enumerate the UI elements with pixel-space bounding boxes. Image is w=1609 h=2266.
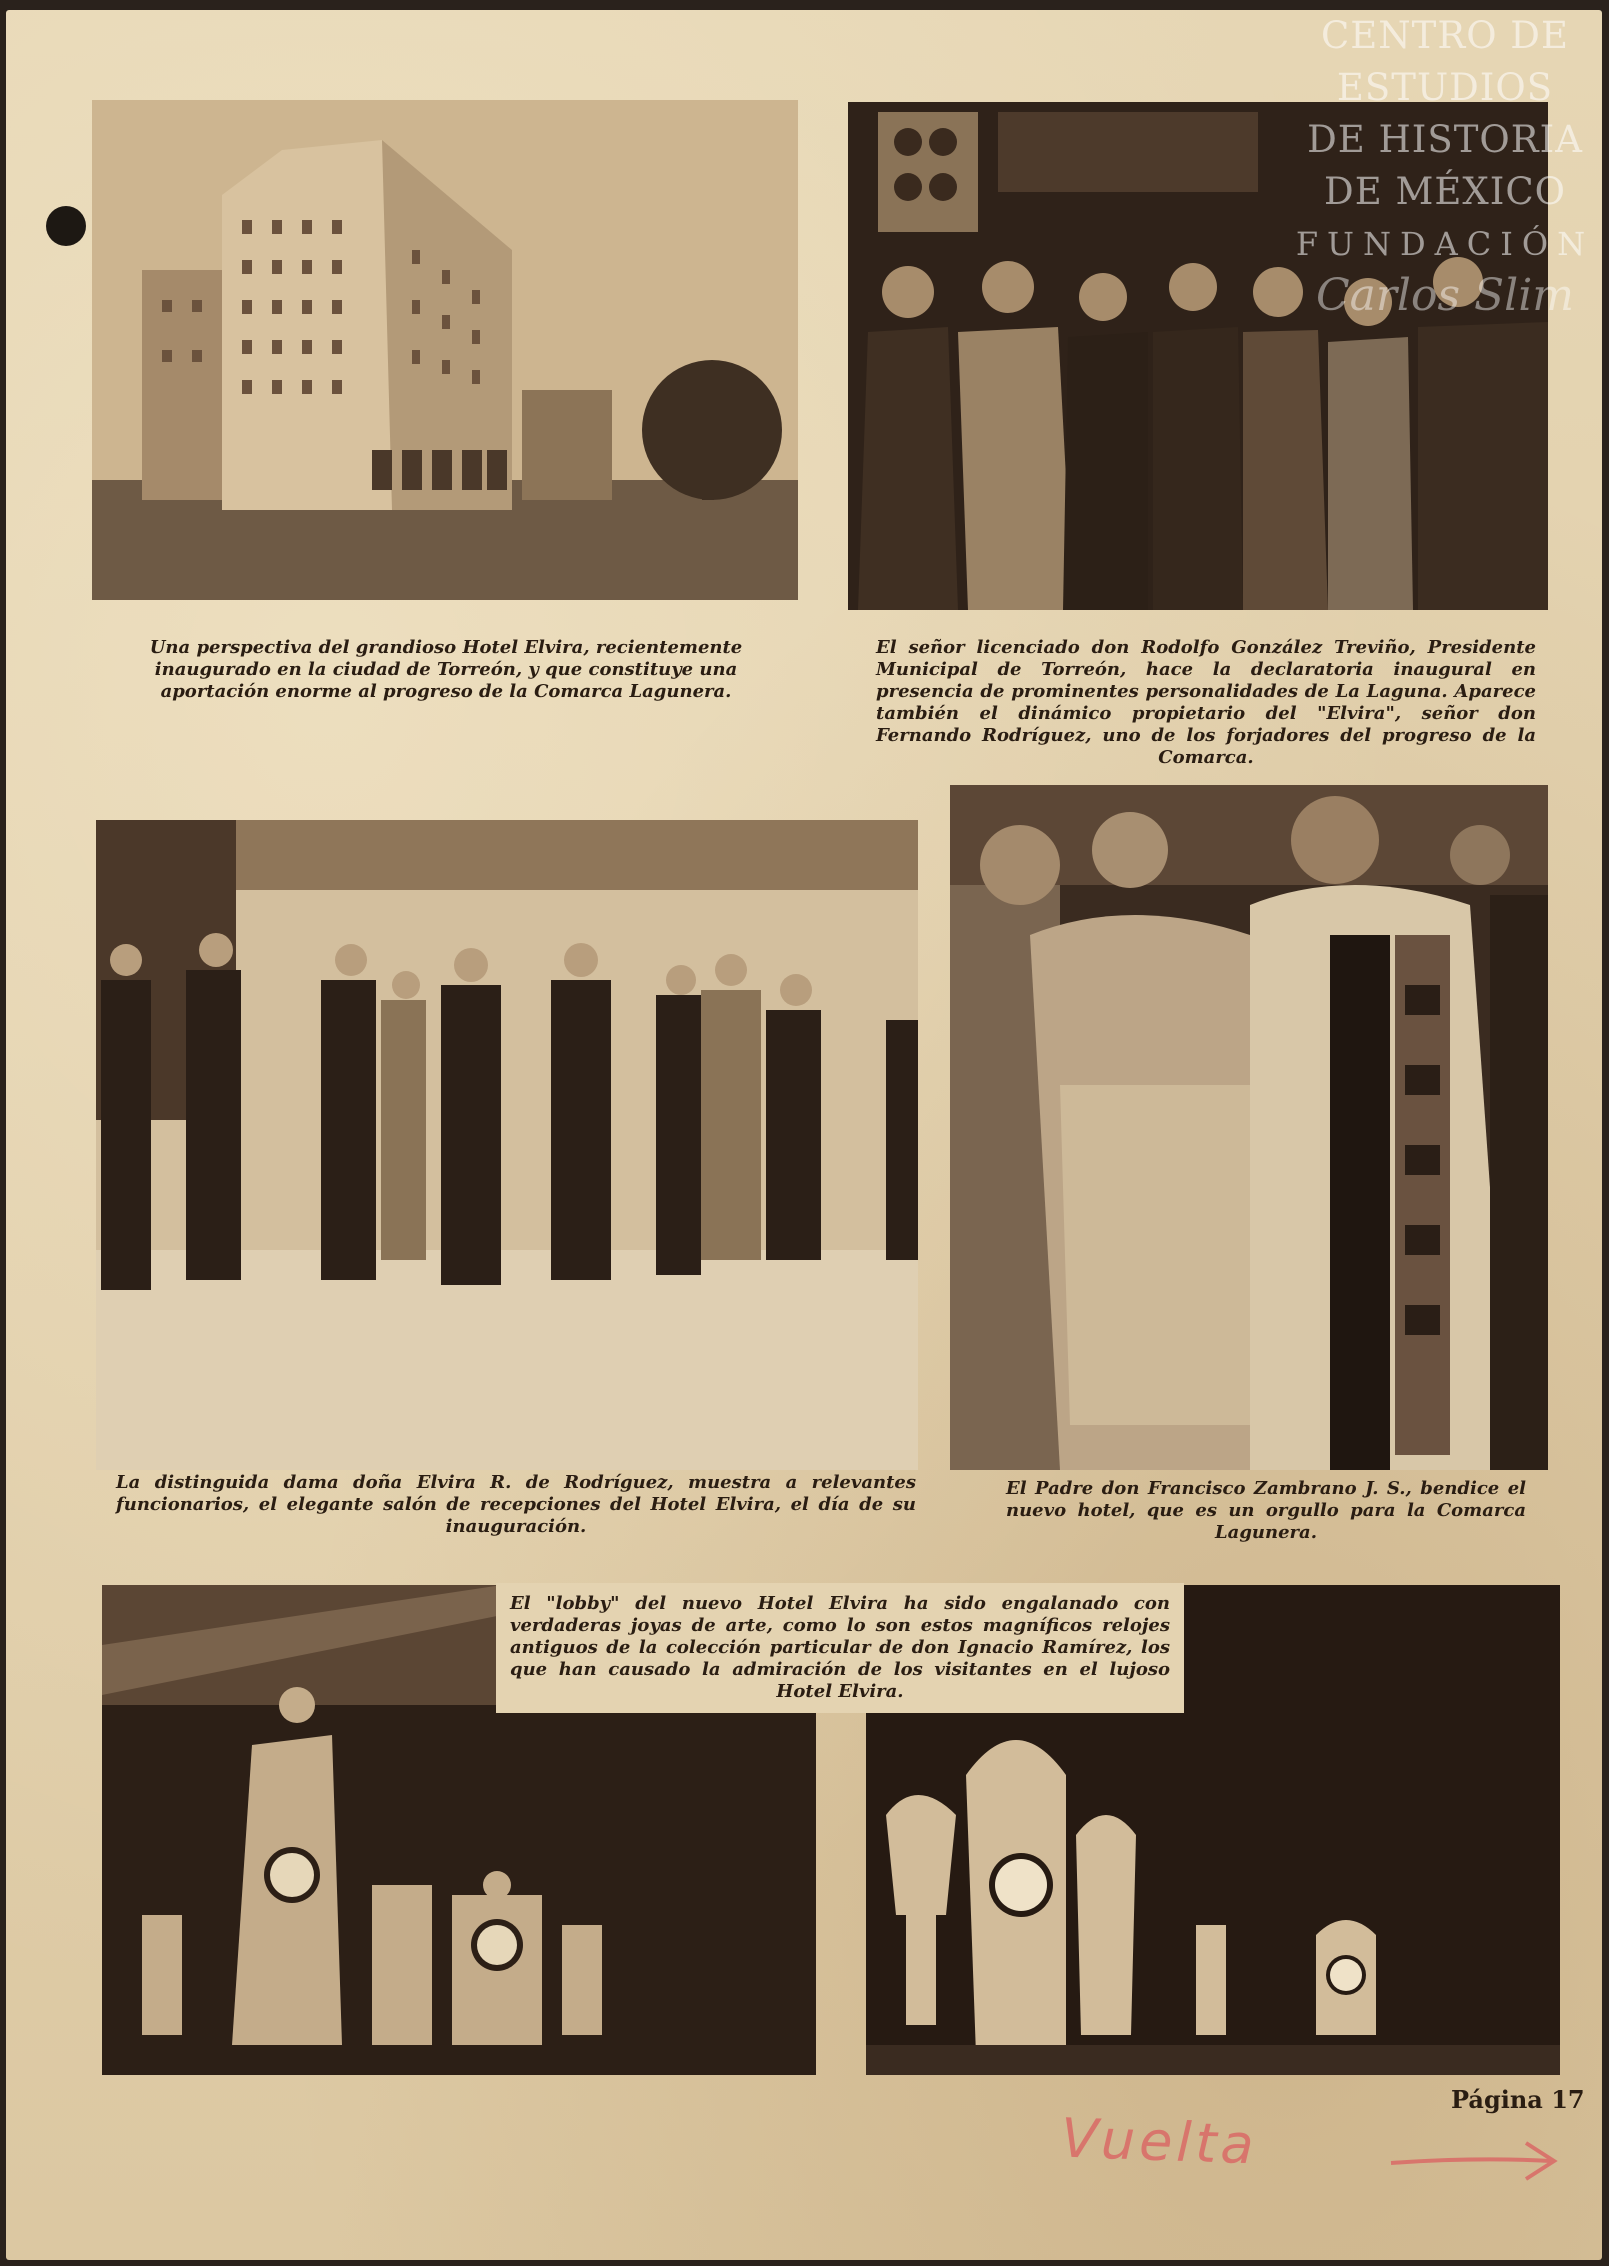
photo-hotel-exterior: [92, 100, 798, 600]
watermark-line: CENTRO DE: [1320, 14, 1569, 57]
photo-priest-blessing: [950, 785, 1548, 1470]
caption-lobby: El "lobby" del nuevo Hotel Elvira ha sido engalanado con verdaderas joyas de arte, como lo son estos magníficos relojes antiguos de la colección particular de don Ignacio Ramírez, los que han causado la admiración de los visitantes en el lujoso Hotel Elvira.: [496, 1583, 1184, 1713]
handwritten-note: Vuelta: [1059, 2106, 1259, 2177]
handwritten-arrow-icon: [1386, 2135, 1566, 2185]
caption-declaration: El señor licenciado don Rodolfo González Treviño, Presidente Municipal de Torreón, hace la declaratoria inaugural en presencia de prominentes personalidades de La Laguna. Aparece también el dinámico propietario del "Elvira", señor don Fernando Rodríguez, uno de los forjadores del progreso de la Comarca.: [876, 637, 1536, 768]
caption-salon: La distinguida dama doña Elvira R. de Rodríguez, muestra a relevantes funcionarios, el elegante salón de recepciones del Hotel Elvira, el día de su inauguración.: [116, 1472, 916, 1537]
caption-hotel: Una perspectiva del grandioso Hotel Elvira, recientemente inaugurado en la ciudad de Torreón, y que constituye una aportación enorme al progreso de la Comarca Lagunera.: [149, 637, 743, 702]
punch-hole: [46, 206, 86, 246]
photo-reception-salon: [96, 820, 918, 1470]
caption-blessing: El Padre don Francisco Zambrano J. S., bendice el nuevo hotel, que es un orgullo para la Comarca Lagunera.: [1006, 1478, 1526, 1543]
watermark-line: DE MÉXICO: [1324, 170, 1566, 213]
watermark-line: ESTUDIOS: [1336, 66, 1554, 109]
watermark-line: FUNDACIÓN: [1295, 225, 1595, 263]
page-number: Página 17: [1451, 2085, 1585, 2114]
archive-watermark: [1290, 10, 1600, 322]
watermark-signature: Carlos Slim: [1315, 270, 1575, 321]
magazine-page: [6, 10, 1602, 2260]
watermark-line: DE HISTORIA: [1307, 118, 1583, 161]
